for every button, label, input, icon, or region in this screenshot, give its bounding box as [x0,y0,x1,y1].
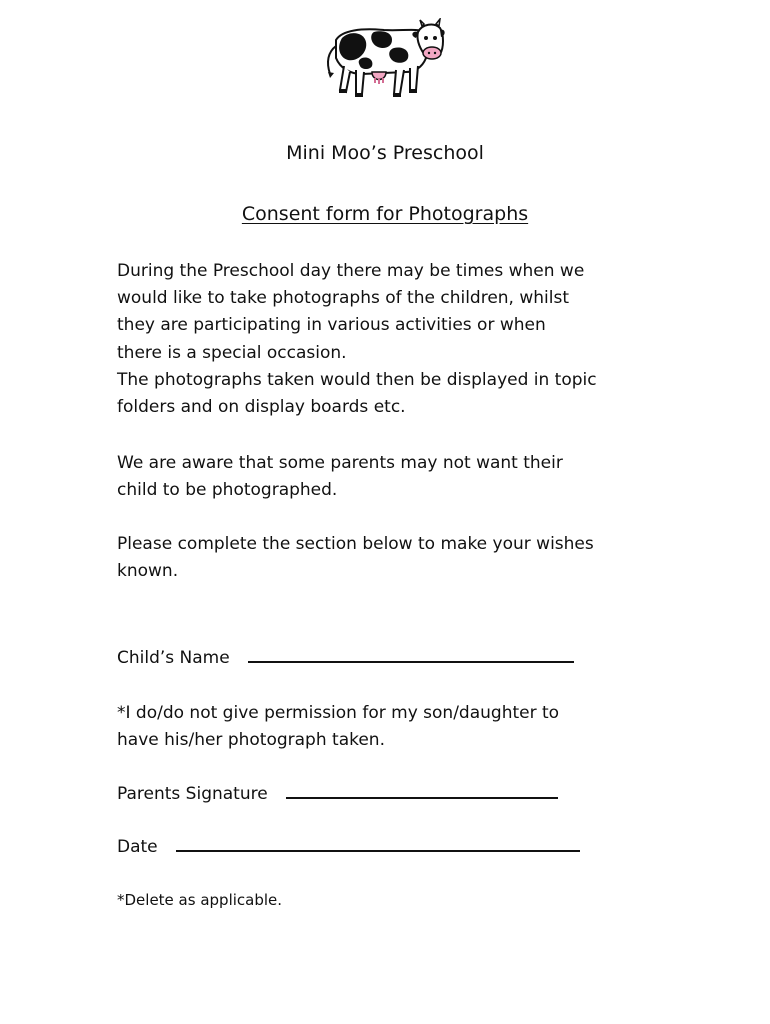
date-label: Date [117,837,158,857]
date-field[interactable] [176,836,580,852]
footnote: *Delete as applicable. [117,891,283,909]
permission-statement: *I do/do not give permission for my son/daughter to have his/her photograph taken. [117,703,560,751]
intro-paragraph: During the Preschool day there may be times when we would like to take photographs of the children, whilst they are participating in various activities or when there is a special occasion. The photographs taken would then be displayed in topic folders and on display boards etc. [117,261,597,418]
child-name-field[interactable] [248,647,574,663]
instruction-paragraph: Please complete the section below to make your wishes known. [117,534,594,582]
signature-field[interactable] [286,783,558,799]
signature-row [117,782,558,806]
child-name-row [117,646,574,670]
form-title: Consent form for Photographs [241,203,529,225]
cow-icon [322,18,446,100]
child-name-label: Child’s Name [117,648,230,668]
signature-label: Parents Signature [117,784,268,804]
awareness-paragraph: We are aware that some parents may not want their child to be photographed. [117,453,563,501]
school-name: Mini Moo’s Preschool [286,142,484,164]
date-row [117,835,580,859]
